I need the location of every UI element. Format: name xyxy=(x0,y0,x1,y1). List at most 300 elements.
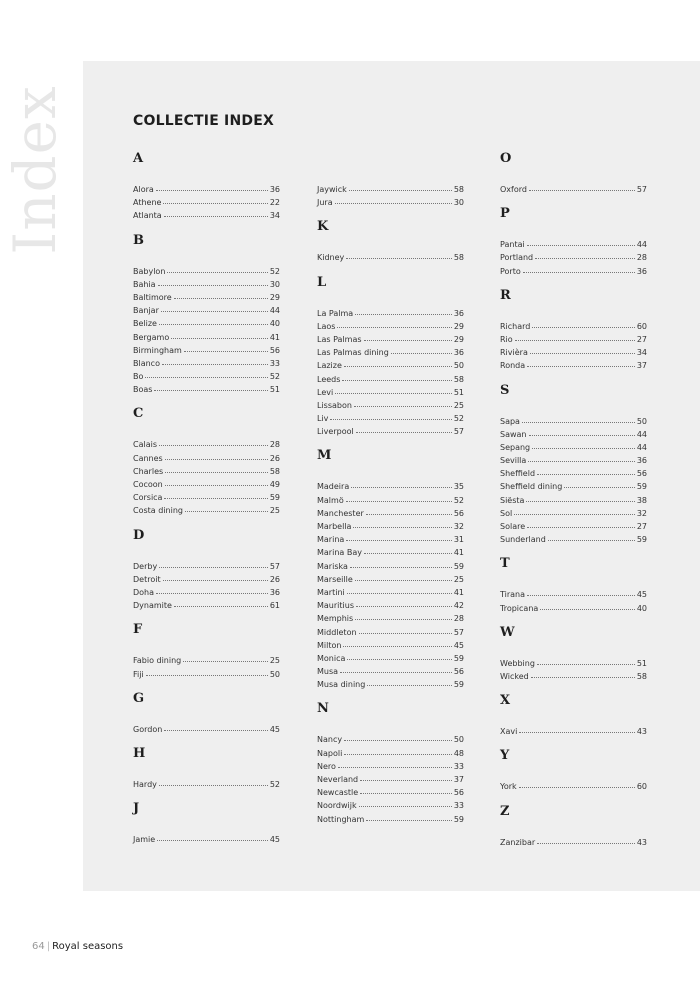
index-entry xyxy=(133,778,280,791)
entry-name: Sawan xyxy=(500,429,527,439)
index-entry xyxy=(133,331,280,344)
index-entry xyxy=(500,836,647,849)
entry-page-number: 28 xyxy=(269,440,280,450)
dot-leader xyxy=(532,448,635,449)
index-section xyxy=(500,384,647,558)
entry-page-number: 32 xyxy=(636,508,647,518)
entry-name: La Palma xyxy=(317,308,354,318)
entry-page-number: 33 xyxy=(453,761,464,771)
index-entry xyxy=(500,602,647,615)
section-letter: Z xyxy=(500,803,510,819)
section-letter: J xyxy=(133,801,140,817)
dot-leader xyxy=(145,377,267,378)
index-entry xyxy=(133,452,280,465)
section-letter: O xyxy=(500,151,512,166)
dot-leader xyxy=(519,732,634,733)
dot-leader xyxy=(535,258,635,259)
entry-page-number: 45 xyxy=(269,724,280,734)
entry-name: Marina xyxy=(317,535,345,545)
entry-name: Costa dining xyxy=(133,506,183,516)
index-entry xyxy=(317,546,464,559)
index-entry xyxy=(317,612,464,625)
dot-leader xyxy=(356,606,452,607)
index-entry xyxy=(133,291,280,304)
entry-name: Martini xyxy=(317,587,345,597)
entry-page-number: 43 xyxy=(636,837,647,847)
index-entry xyxy=(500,780,647,793)
dot-leader xyxy=(360,793,452,794)
side-title: Index xyxy=(1,85,69,255)
dot-leader xyxy=(391,353,452,354)
entry-page-number: 29 xyxy=(453,321,464,331)
index-entry xyxy=(317,665,464,678)
entry-page-number: 36 xyxy=(453,308,464,318)
entry-page-number: 30 xyxy=(269,279,280,289)
dot-leader xyxy=(530,353,635,354)
entry-page-number: 49 xyxy=(269,480,280,489)
index-entry xyxy=(500,346,647,359)
index-entry xyxy=(500,238,647,251)
entry-name: Baltimore xyxy=(133,292,172,302)
dot-leader xyxy=(527,527,635,528)
entry-page-number: 33 xyxy=(453,801,464,811)
entry-name: Newcastle xyxy=(317,788,359,798)
dot-leader xyxy=(159,324,268,325)
section-letter: S xyxy=(500,382,510,398)
entry-page-number: 29 xyxy=(453,334,464,344)
publication-title: Royal seasons xyxy=(52,941,124,952)
index-entry xyxy=(317,196,464,209)
index-entry xyxy=(133,370,280,383)
dot-leader xyxy=(360,780,452,781)
index-entry xyxy=(133,723,280,736)
entry-page-number: 56 xyxy=(453,788,464,798)
entry-name: Lissabon xyxy=(317,400,352,410)
index-entry xyxy=(317,425,464,438)
index-entry xyxy=(317,652,464,665)
entry-page-number: 36 xyxy=(269,587,280,597)
section-letter: R xyxy=(500,287,511,303)
entry-name: Siësta xyxy=(500,495,525,505)
entry-name: Sheffield xyxy=(500,469,536,479)
dot-leader xyxy=(183,661,268,662)
entry-page-number: 60 xyxy=(636,782,647,792)
index-entry xyxy=(133,668,280,681)
index-entry xyxy=(317,786,464,799)
index-entry xyxy=(317,813,464,826)
dot-leader xyxy=(157,840,268,841)
dot-leader xyxy=(548,540,635,541)
entry-name: Wicked xyxy=(500,671,529,681)
index-entry xyxy=(317,251,464,264)
dot-leader xyxy=(184,351,268,352)
dot-leader xyxy=(359,806,452,807)
entry-page-number: 29 xyxy=(269,292,280,302)
dot-leader xyxy=(185,511,268,512)
dot-leader xyxy=(162,364,268,365)
entry-page-number: 48 xyxy=(453,748,464,758)
dot-leader xyxy=(537,664,635,665)
entry-page-number: 40 xyxy=(269,319,280,329)
entry-name: Musa dining xyxy=(317,680,366,690)
entry-name: Musa xyxy=(317,667,339,677)
dot-leader xyxy=(342,380,451,381)
entry-page-number: 44 xyxy=(636,442,647,452)
dot-leader xyxy=(174,606,268,607)
dot-leader xyxy=(165,485,268,486)
index-entry xyxy=(317,520,464,533)
section-letter: B xyxy=(133,232,144,248)
entry-name: Manchester xyxy=(317,508,364,518)
dot-leader xyxy=(364,340,452,341)
index-entry xyxy=(317,386,464,399)
index-entry xyxy=(317,507,464,520)
entry-page-number: 31 xyxy=(453,535,464,545)
dot-leader xyxy=(340,672,452,673)
index-entry xyxy=(133,304,280,317)
entry-page-number: 58 xyxy=(269,466,280,476)
entry-name: Laos xyxy=(317,321,336,331)
index-entry xyxy=(317,183,464,196)
entry-name: Xavi xyxy=(500,727,518,737)
entry-name: Birmingham xyxy=(133,345,182,355)
index-section xyxy=(500,289,647,384)
dot-leader xyxy=(165,459,268,460)
page-footer xyxy=(32,941,123,952)
entry-name: Sepang xyxy=(500,442,531,452)
entry-name: Leeds xyxy=(317,374,341,384)
index-entry xyxy=(317,560,464,573)
entry-name: Neverland xyxy=(317,775,359,784)
entry-page-number: 59 xyxy=(453,814,464,824)
entry-name: Calais xyxy=(133,440,158,450)
entry-page-number: 35 xyxy=(453,482,464,492)
entry-page-number: 43 xyxy=(636,727,647,737)
dot-leader xyxy=(353,527,451,528)
dot-leader xyxy=(522,422,635,423)
index-entry xyxy=(500,467,647,480)
entry-page-number: 61 xyxy=(269,601,280,611)
section-letter: N xyxy=(317,701,329,717)
dot-leader xyxy=(158,285,268,286)
footer-separator: | xyxy=(46,941,51,952)
index-section xyxy=(133,407,280,528)
index-entry xyxy=(500,265,647,278)
entry-name: Banjar xyxy=(133,306,159,316)
entry-name: Napoli xyxy=(317,748,343,758)
entry-name: Corsica xyxy=(133,493,163,503)
entry-page-number: 40 xyxy=(636,603,647,613)
entry-name: Tropicana xyxy=(500,603,539,613)
index-entry xyxy=(317,586,464,599)
section-letter: A xyxy=(133,151,144,166)
section-letter: P xyxy=(500,206,510,222)
index-entry xyxy=(133,654,280,667)
entry-name: Marina Bay xyxy=(317,548,362,558)
entry-name: Hardy xyxy=(133,779,157,789)
entry-page-number: 57 xyxy=(636,185,647,194)
entry-page-number: 56 xyxy=(453,508,464,518)
entry-name: Jaywick xyxy=(317,185,347,194)
entry-page-number: 36 xyxy=(269,185,280,194)
entry-name: Cocoon xyxy=(133,480,163,489)
index-entry xyxy=(500,520,647,533)
entry-page-number: 60 xyxy=(636,321,647,331)
index-entry xyxy=(500,657,647,670)
entry-name: Portland xyxy=(500,253,534,263)
entry-page-number: 42 xyxy=(453,601,464,611)
entry-name: Rio xyxy=(500,334,513,344)
entry-page-number: 59 xyxy=(636,482,647,492)
entry-page-number: 50 xyxy=(636,416,647,426)
entry-name: Richard xyxy=(500,321,531,331)
index-entry xyxy=(317,373,464,386)
dot-leader xyxy=(171,338,268,339)
index-section xyxy=(133,234,280,408)
entry-page-number: 59 xyxy=(453,653,464,663)
entry-name: Liv xyxy=(317,414,329,424)
entry-page-number: 41 xyxy=(453,587,464,597)
index-entry xyxy=(133,833,280,846)
entry-name: Fiji xyxy=(133,669,144,679)
dot-leader xyxy=(359,633,452,634)
dot-leader xyxy=(347,593,452,594)
dot-leader xyxy=(338,767,452,768)
index-section xyxy=(500,805,647,860)
index-entry xyxy=(317,399,464,412)
entry-page-number: 57 xyxy=(453,627,464,637)
dot-leader xyxy=(355,580,452,581)
entry-name: Porto xyxy=(500,266,521,276)
dot-leader xyxy=(540,609,635,610)
entry-name: Sol xyxy=(500,508,513,518)
entry-name: Alora xyxy=(133,185,154,194)
section-letter: Y xyxy=(500,748,510,764)
dot-leader xyxy=(330,419,451,420)
dot-leader xyxy=(527,245,635,246)
entry-name: Blanco xyxy=(133,358,160,368)
dot-leader xyxy=(537,843,635,844)
dot-leader xyxy=(156,190,268,191)
dot-leader xyxy=(146,675,268,676)
index-entry xyxy=(500,441,647,454)
entry-page-number: 59 xyxy=(453,561,464,571)
entry-name: Jura xyxy=(317,198,333,208)
entry-page-number: 50 xyxy=(453,735,464,745)
index-entry xyxy=(317,747,464,760)
section-letter: H xyxy=(133,745,146,761)
index-column-1 xyxy=(133,152,280,857)
entry-name: Marseille xyxy=(317,574,353,584)
dot-leader xyxy=(527,595,635,596)
index-entry xyxy=(317,320,464,333)
dot-leader xyxy=(349,190,452,191)
entry-name: Sevilla xyxy=(500,456,527,466)
entry-page-number: 52 xyxy=(453,495,464,505)
index-section xyxy=(317,152,464,220)
entry-name: Pantai xyxy=(500,240,525,250)
index-entry xyxy=(500,428,647,441)
entry-page-number: 25 xyxy=(269,506,280,516)
entry-name: Athene xyxy=(133,198,162,208)
dot-leader xyxy=(514,514,635,515)
dot-leader xyxy=(343,646,451,647)
entry-name: Las Palmas dining xyxy=(317,348,389,358)
dot-leader xyxy=(346,258,452,259)
dot-leader xyxy=(354,406,452,407)
dot-leader xyxy=(355,314,452,315)
dot-leader xyxy=(337,327,451,328)
entry-page-number: 51 xyxy=(453,387,464,397)
entry-name: York xyxy=(500,782,517,792)
dot-leader xyxy=(159,567,268,568)
section-letter: C xyxy=(133,406,144,422)
index-entry xyxy=(500,494,647,507)
index-entry xyxy=(133,265,280,278)
entry-page-number: 52 xyxy=(269,372,280,382)
dot-leader xyxy=(335,203,452,204)
entry-page-number: 36 xyxy=(636,266,647,276)
entry-name: Nero xyxy=(317,761,336,771)
index-entry xyxy=(500,251,647,264)
index-entry xyxy=(317,799,464,812)
entry-name: Detroit xyxy=(133,574,161,584)
entry-page-number: 58 xyxy=(453,185,464,194)
entry-page-number: 32 xyxy=(453,522,464,531)
entry-name: Monica xyxy=(317,653,346,663)
index-entry xyxy=(317,494,464,507)
index-entry xyxy=(133,478,280,491)
index-entry xyxy=(317,346,464,359)
entry-name: Levi xyxy=(317,387,334,397)
index-entry xyxy=(500,183,647,196)
index-entry xyxy=(317,773,464,786)
entry-page-number: 25 xyxy=(453,574,464,584)
section-letter: D xyxy=(133,527,145,543)
entry-name: Kidney xyxy=(317,253,345,263)
index-entry xyxy=(133,465,280,478)
dot-leader xyxy=(335,393,452,394)
dot-leader xyxy=(366,514,452,515)
dot-leader xyxy=(163,203,267,204)
index-entry xyxy=(500,415,647,428)
index-entry xyxy=(500,359,647,372)
dot-leader xyxy=(564,487,635,488)
index-entry xyxy=(500,725,647,738)
index-section xyxy=(133,152,280,234)
index-entry xyxy=(133,560,280,573)
dot-leader xyxy=(537,474,635,475)
index-entry xyxy=(317,412,464,425)
index-entry xyxy=(133,278,280,291)
entry-page-number: 25 xyxy=(269,656,280,666)
entry-page-number: 28 xyxy=(636,253,647,263)
entry-page-number: 56 xyxy=(636,469,647,479)
index-entry xyxy=(317,573,464,586)
index-entry xyxy=(317,639,464,652)
entry-page-number: 45 xyxy=(453,640,464,650)
entry-page-number: 59 xyxy=(636,535,647,545)
entry-page-number: 51 xyxy=(269,385,280,395)
index-entry xyxy=(133,504,280,517)
dot-leader xyxy=(164,216,268,217)
entry-name: Liverpool xyxy=(317,427,354,437)
entry-page-number: 28 xyxy=(453,614,464,624)
entry-name: Babylon xyxy=(133,266,166,276)
entry-page-number: 26 xyxy=(269,574,280,584)
entry-name: Cannes xyxy=(133,453,163,463)
entry-page-number: 45 xyxy=(636,590,647,600)
section-letter: W xyxy=(500,624,515,640)
section-letter: F xyxy=(133,622,143,638)
entry-page-number: 58 xyxy=(453,374,464,384)
index-entry xyxy=(500,588,647,601)
entry-name: Lazize xyxy=(317,361,342,371)
entry-name: Sapa xyxy=(500,416,520,426)
section-letter: M xyxy=(317,448,332,464)
entry-name: Nottingham xyxy=(317,814,365,824)
entry-name: Mauritius xyxy=(317,601,354,611)
entry-page-number: 33 xyxy=(269,358,280,368)
entry-name: Sunderland xyxy=(500,535,546,545)
index-entry xyxy=(500,333,647,346)
entry-page-number: 44 xyxy=(636,429,647,439)
index-entry xyxy=(133,344,280,357)
index-section xyxy=(133,692,280,747)
index-entry xyxy=(317,733,464,746)
entry-name: Doha xyxy=(133,587,155,597)
entry-page-number: 25 xyxy=(453,400,464,410)
index-entry xyxy=(133,183,280,196)
dot-leader xyxy=(344,366,452,367)
dot-leader xyxy=(161,311,268,312)
entry-name: Solare xyxy=(500,522,526,531)
dot-leader xyxy=(367,685,451,686)
dot-leader xyxy=(351,487,452,488)
entry-name: Noordwijk xyxy=(317,801,357,811)
index-entry xyxy=(317,533,464,546)
index-entry xyxy=(133,209,280,222)
dot-leader xyxy=(346,501,452,502)
index-section xyxy=(133,623,280,691)
dot-leader xyxy=(163,580,268,581)
entry-name: Mariska xyxy=(317,561,348,571)
entry-name: Marbella xyxy=(317,522,352,531)
entry-page-number: 45 xyxy=(269,835,280,845)
page-title: COLLECTIE INDEX xyxy=(133,113,274,129)
dot-leader xyxy=(159,785,268,786)
index-entry xyxy=(500,507,647,520)
dot-leader xyxy=(529,435,635,436)
entry-page-number: 52 xyxy=(453,414,464,424)
entry-name: Las Palmas xyxy=(317,334,362,344)
entry-name: Tirana xyxy=(500,590,526,600)
dot-leader xyxy=(347,659,451,660)
entry-name: Ronda xyxy=(500,361,526,371)
section-letter: G xyxy=(133,690,145,706)
entry-page-number: 26 xyxy=(269,453,280,463)
entry-page-number: 58 xyxy=(453,253,464,263)
index-entry xyxy=(317,599,464,612)
index-section xyxy=(500,749,647,804)
index-entry xyxy=(317,307,464,320)
dot-leader xyxy=(159,445,268,446)
section-letter: X xyxy=(500,693,511,709)
index-entry xyxy=(500,533,647,546)
entry-name: Zanzibar xyxy=(500,837,536,847)
dot-leader xyxy=(532,327,634,328)
entry-page-number: 56 xyxy=(269,345,280,355)
